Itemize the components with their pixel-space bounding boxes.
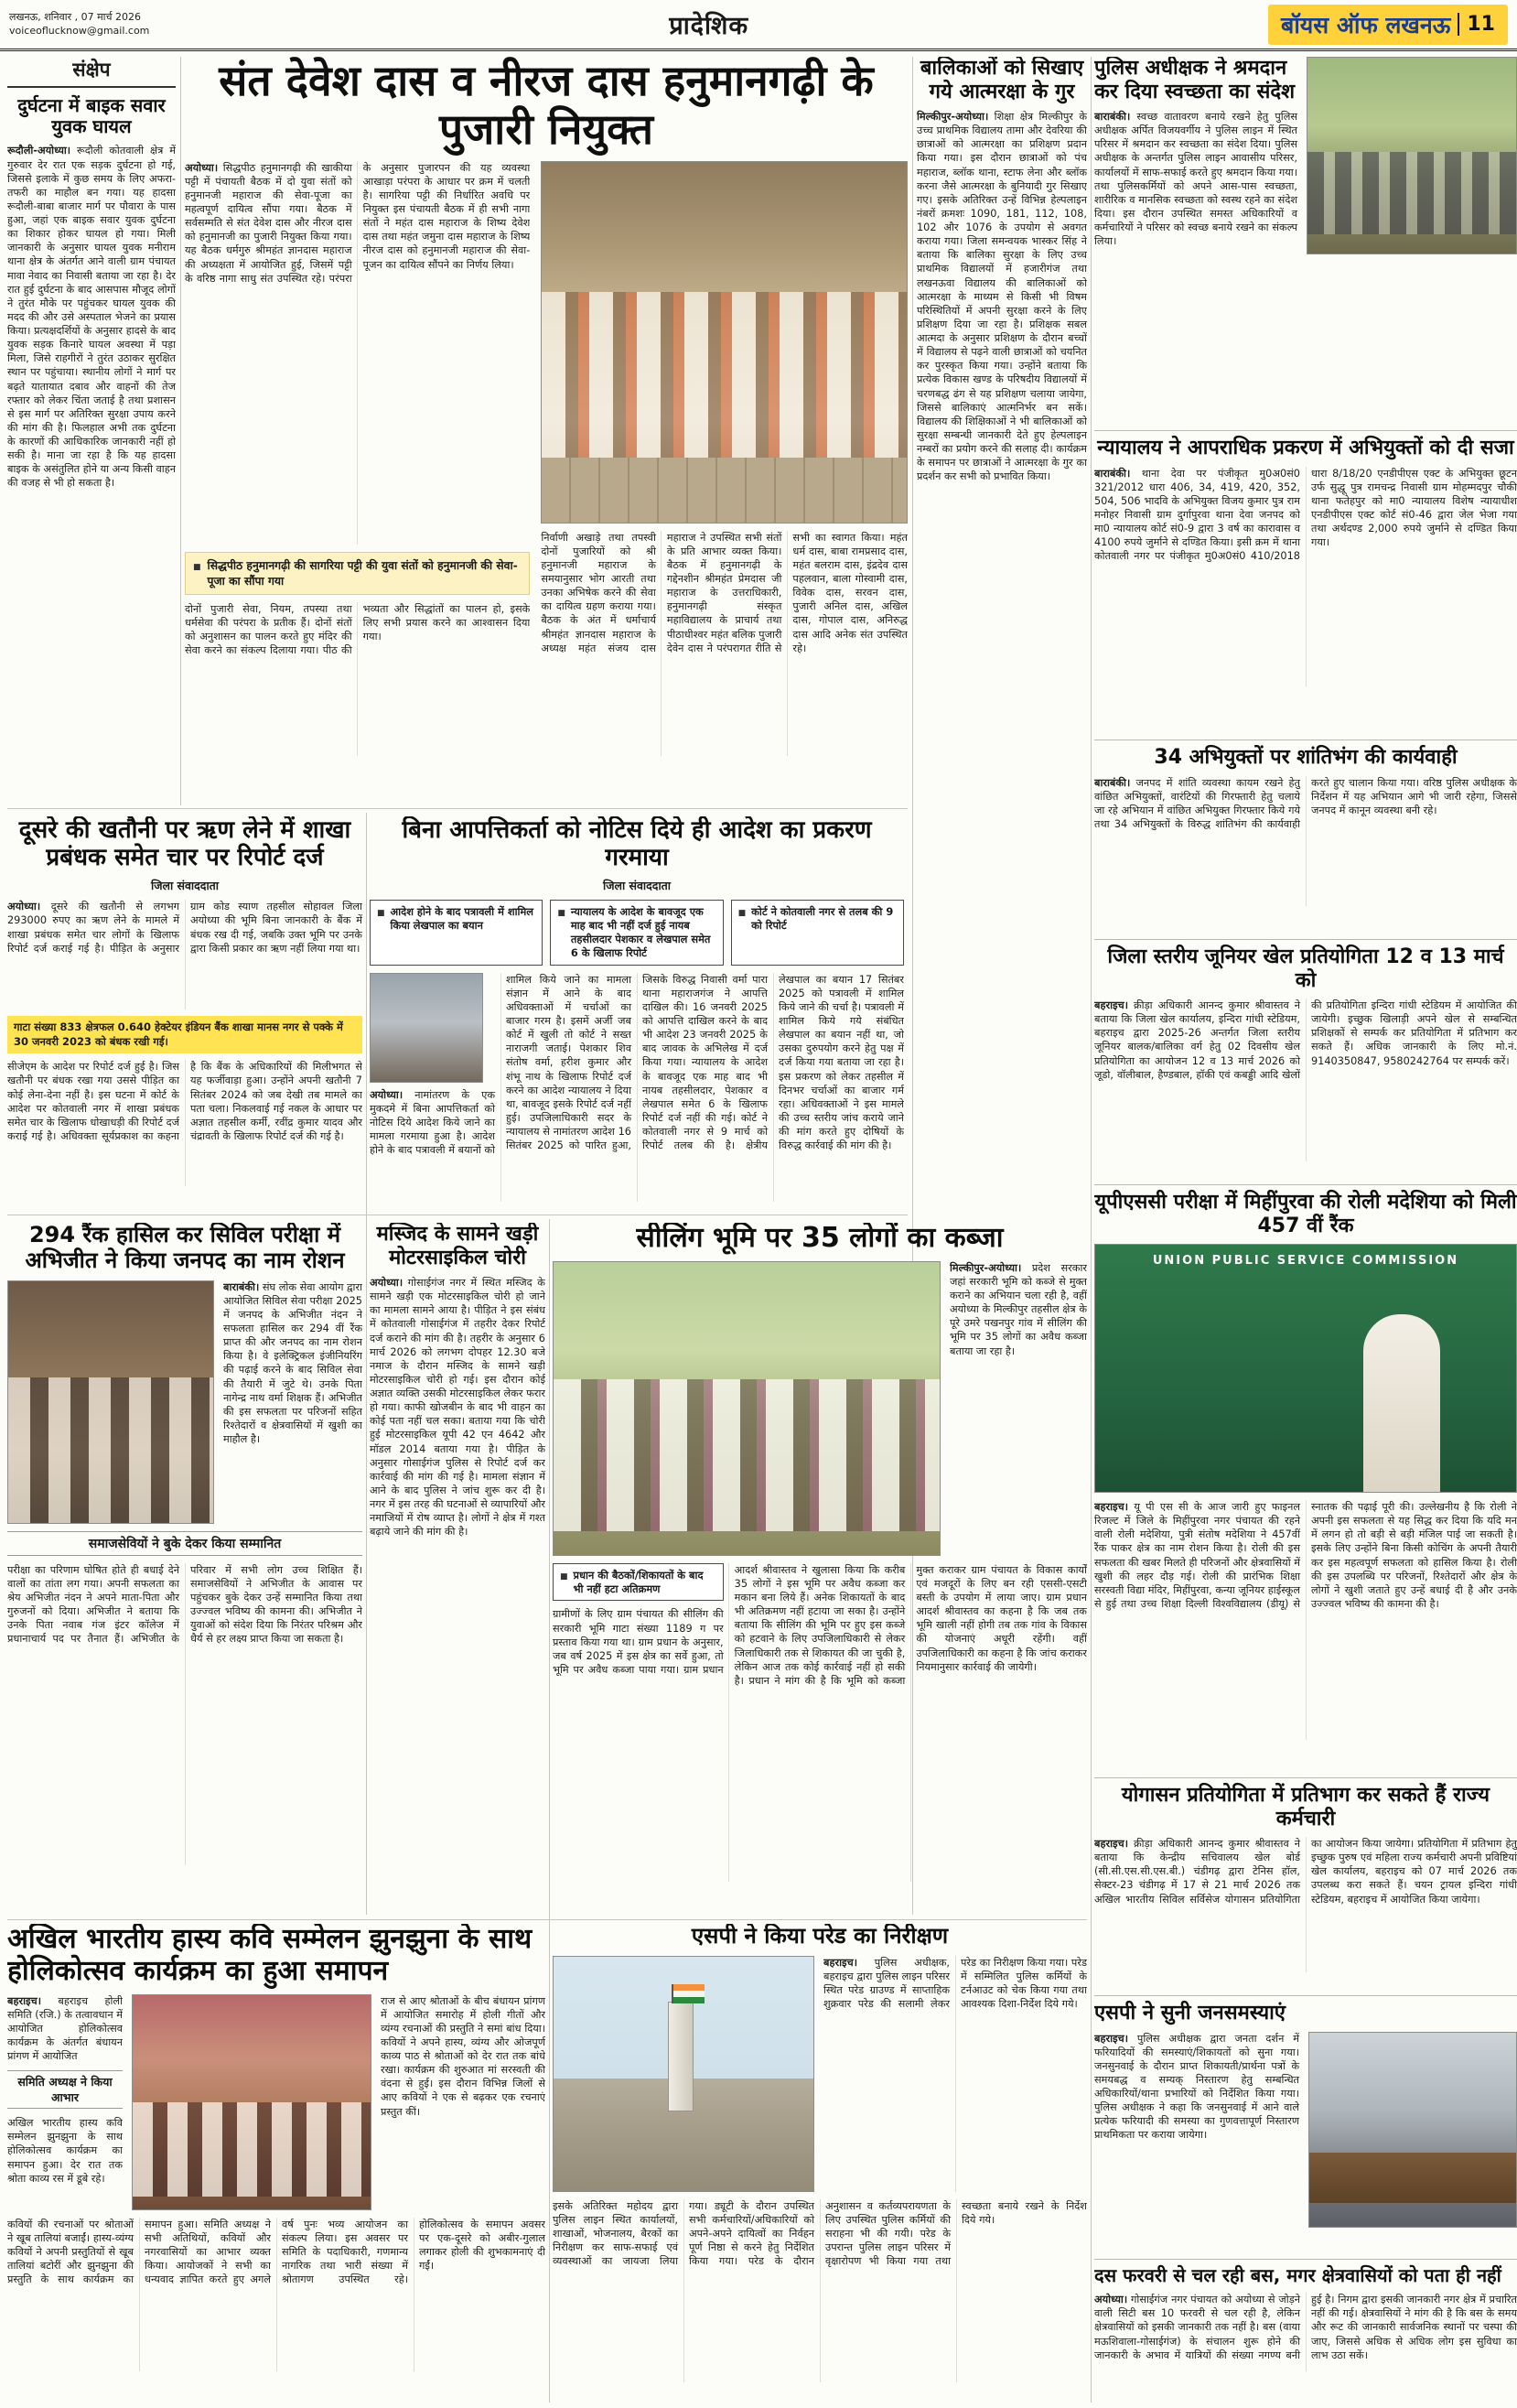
article-shramdan — [1094, 57, 1517, 425]
abhijeet-subhead: समाजसेवियों ने बुके देकर किया सम्मानित — [7, 1531, 362, 1556]
article-kavi-sammelan — [7, 1924, 545, 2403]
edition-dateline: लखनऊ, शनिवार , 07 मार्च 2026 — [9, 10, 141, 23]
article-notice-case — [370, 816, 904, 1210]
byline: जिला संवाददाता — [602, 879, 672, 893]
photo-figures — [8, 1377, 213, 1522]
body-text: दूसरे की खतौनी से लगभग 293000 रुपए का ऋण लेने के मामले में शाखा प्रबंधक समेत चार लोगों के खिलाफ रिपोर्ट दर्ज कराई गई है। पीड़ित के अनुसार ग्राम कोड स्याण तहसील सोहावल जिला अयोध्या की भूमि बिना जानकारी के बैंक में बंधक रख दी गई, जबकि उक्त भूमि पर उनके द्वारा किसी प्रकार का ऋण नहीं लिया गया था। — [7, 901, 362, 955]
bullet-square-icon — [560, 1569, 568, 1585]
dateline: बहराइच। — [1094, 1838, 1128, 1851]
dateline: मिल्कीपुर-अयोध्या। — [950, 1261, 1022, 1274]
body-text: सिद्धपीठ हनुमानगढ़ी की खाकीया पट्टी में पंचायती बैठक में दो युवा संतों को हनुमानजी महाराज की सेवा-पूजा का महत्वपूर्ण दायित्व सौंपा गया। बैठक में सर्वसम्मति से संत देवेश दास और नीरज दास को हनुमानजी का पुजारी नियुक्त किया गया। यह बैठक धर्मगुरु श्रीमहंत ज्ञानदास महाराज की अध्यक्षता में आयोजित हुई, जिसमें पट्टी के वरिष्ठ नागा साधु संत उपस्थित रहे। परंपरा के अनुसार पुजारपन की यह व्यवस्था आखाड़ा परंपरा के आधार पर क्रम में चलती है। सागरिया पट्टी की निर्धारित अवधि पर नियुक्त इस पंचायती बैठक में ही सभी नागा संतों ने महंत दास महाराज के शिष्य देवेश दास तथा महंत जमुना दास महाराज के शिष्य नीरज दास को हनुमानजी महाराज की सेवा-पूजन का दायित्व सौंपने का निर्णय लिया। — [185, 161, 531, 285]
dateline: अयोध्या। — [7, 901, 41, 913]
brief-headline: दुर्घटना में बाइक सवार युवक घायल — [17, 94, 166, 138]
shramdan-photo — [1307, 57, 1517, 254]
article-abhijeet — [7, 1223, 362, 1915]
abhijeet-headline: 294 रैंक हासिल कर सिविल परीक्षा में अभिजीत ने किया जनपद का नाम रोशन — [25, 1223, 345, 1273]
page-header — [0, 0, 1517, 51]
theft-headline: मस्जिद के सामने खड़ी मोटरसाइकिल चोरी — [376, 1223, 539, 1269]
bus-headline: दस फरवरी से चल रही बस, मगर क्षेत्रवासियों को पता ही नहीं — [1094, 2264, 1501, 2286]
body-text: ग्रामीणों के लिए ग्राम पंचायत की सीलिंग की सरकारी भूमि गाटा संख्या 1189 ग पर प्रस्ताव किया गया था। ग्राम प्रधान के अनुसार, जब वर्ष 2025 में इस क्षेत्र का सर्वे हुआ, तो भूमि पर अवैध कब्जा पाया गया। ग्राम प्रधान आदर्श श्रीवास्तव ने खुलासा किया कि करीब 35 लोगों ने इस भूमि पर अवैध कब्जा कर मकान बना लिये हैं। अनेक शिकायतों के बाद भी अतिक्रमण नहीं हटाया जा सका है। उन्होंने बताया कि सीलिंग की भूमि पर हुए इस कब्जे को हटवाने के लिए उपजिलाधिकारी से लेकर जिलाधिकारी तक से शिकायत की जा चुकी है, लेकिन आज तक कोई कार्रवाई नहीं हो सकी है। प्रधान ने मांग की है कि भूमि को कब्जा मुक्त कराकर ग्राम पंचायत के विकास कार्यों एवं मजदूरों के लिए बन रही एससी-एसटी बस्ती के उपयोग में लाया जाए। ग्राम प्रधान आदर्श श्रीवास्तव का कहना है कि जब तक भूमि खाली नहीं होगी तब तक गांव के विकास की योजनाएं अधूरी रहेंगी। वहीं उपजिलाधिकारी का कहना है कि जांच कराकर नियमानुसार कार्रवाई की जायेगी। — [553, 1563, 1087, 1687]
upsc-backdrop-text: UNION PUBLIC SERVICE COMMISSION — [1152, 1254, 1459, 1269]
dateline: बाराबंकी। — [1094, 467, 1131, 480]
shramdan-headline: पुलिस अधीक्षक ने श्रमदान कर दिया स्वच्छता का संदेश — [1094, 57, 1296, 103]
body-text: अखिल भारतीय हास्य कवि सम्मेलन झुनझुना के साथ होलिकोत्सव कार्यक्रम का समापन हुआ। देर रात तक श्रोता काव्य रस में डूबे रहे। — [7, 2117, 123, 2185]
main-subhead-text: सिद्धपीठ हनुमानगढ़ी की सागरिया पट्टी की युवा संतों को हनुमानजी की सेवा-पूजा का सौंपा गया — [207, 559, 518, 588]
body-text: कवियों की रचनाओं पर श्रोताओं ने खूब तालियां बजाईं। हास्य-व्यंग्य कवियों ने अपनी प्रस्तुतियों से खूब तालियां बटोरीं और झुनझुना की प्रस्तुति के साथ कार्यक्रम का समापन हुआ। समिति अध्यक्ष ने सभी अतिथियों, कवियों और नगरवासियों का आभार व्यक्त किया। आयोजकों ने सभी का धन्यवाद ज्ञापित करते हुए अगले वर्ष पुनः भव्य आयोजन का संकल्प लिया। इस अवसर पर समिति के पदाधिकारी, गणमान्य नागरिक तथा भारी संख्या में श्रोतागण उपस्थित रहे। होलिकोत्सव के समापन अवसर पर एक-दूसरे को अबीर-गुलाल लगाकर होली की शुभकामनाएं दी गईं। — [7, 2218, 545, 2286]
body-text: जनपद में शांति व्यवस्था कायम रखने हेतु वांछित अभियुक्तों, वारंटियों की गिरफ्तारी हेतु चलाये जा रहे अभियान में वांछित अभियुक्त गिरफ्तार किये गये तथा 34 अभियुक्तों के विरुद्ध शांतिभंग की कार्यवाही करते हुए चालान किया गया। वरिष्ठ पुलिस अधीक्षक के निर्देशन में यह अभियान आगे भी जारी रहेगा, जिससे जनपद में कानून व्यवस्था बनी रहे। — [1094, 776, 1517, 830]
divider — [1091, 57, 1092, 2403]
kavi-photo — [132, 1994, 371, 2210]
notice-article-photo — [370, 973, 483, 1083]
body-text: रूदौली कोतवाली क्षेत्र में गुरुवार देर रात एक सड़क दुर्घटना हो गई, जिससे इलाके में कुछ समय के लिए अफरा-तफरी का माहौल बन गया। यह हादसा रूदौली-बाबा बाजार मार्ग पर पौवारा के पास हुआ, जहां एक बाइक सवार युवक दुर्घटना का शिकार होकर घायल हो गया। मिली जानकारी के अनुसार घायल युवक मनीराम थाना क्षेत्र के अंतर्गत आने वाली ग्राम पंचायत मावा नेवाद का निवासी बताया जा रहा है। देर रात हुई दुर्घटना के बाद आसपास मौजूद लोगों ने तुरंत मौके पर पहुंचकर घायल युवक की मदद की और उसे अस्पताल भेजने का प्रयास किया। प्रत्यक्षदर्शियों के अनुसार हादसे के बाद युवक सड़क किनारे घायल अवस्था में पड़ा मिला, जिसे राहगीरों ने तुरंत उठाकर सुरक्षित स्थान पर पहुंचाया। स्थानीय लोगों ने मार्ग पर बढ़ते यातायात दबाव और वाहनों की तेज रफ्तार को लेकर चिंता जताई है तथा प्रशासन से इस मार्ग पर अतिरिक्त सुरक्षा उपाय करने की मांग की है। फिलहाल अभी तक दुर्घटना के कारणों की आधिकारिक जानकारी नहीं हो सकी है। माना जा रहा है कि यह हादसा बाइक के असंतुलित होने या अन्य किसी वाहन की वजह से भी हो सकता है। — [7, 145, 176, 490]
peace-headline: 34 अभियुक्तों पर शांतिभंग की कार्यवाही — [1154, 746, 1458, 769]
bullet-text: प्रधान की बैठकों/शिकायतों के बाद भी नहीं हटा अतिक्रमण — [573, 1568, 704, 1595]
article-ceiling-land — [553, 1223, 1087, 1915]
main-left-columns — [185, 161, 530, 756]
bullet-square-icon — [557, 905, 565, 922]
upsc-photo — [1094, 1244, 1517, 1493]
body-text: नामांतरण के एक मुकदमे में बिना आपत्तिकर्ता को नोटिस दिये आदेश किये जाने का मामला गरमाया हुआ है। आदेश होने के बाद पत्रावली में बयानों को शामिल किये जाने का मामला संज्ञान में आने के बाद अधिवक्ताओं में चर्चाओं का बाजार गरम है। इसमें अर्जी जब कोर्ट में खुली तो कोर्ट ने सख्त नाराजगी जताई। पेशकार शिव संतोष वर्मा, हरीश कुमार और शंभू नाथ के खिलाफ रिपोर्ट दर्ज करने का आदेश न्यायालय ने दिया था, बावजूद इसके रिपोर्ट दर्ज नहीं हुई। उपजिलाधिकारी सदर के न्यायालय से नामांतरण आदेश 16 सितंबर 2025 को पारित हुआ, जिसके विरुद्ध निवासी वर्मा पारा थाना महाराजगंज ने आपत्ति दाखिल की। 16 जनवरी 2025 को आपत्ति दाखिल करने के बाद भी आदेश 23 जनवरी 2025 के बाद जावक के अभिलेख में दर्ज किया गया। न्यायालय के आदेश के बावजूद एक माह बाद भी नायब तहसीलदार, पेशकार व लेखपाल समेत 6 के खिलाफ रिपोर्ट दर्ज नहीं की गई। कोर्ट ने कोतवाली नगर से 9 मार्च को रिपोर्ट तलब की है। क्षेत्रीय लेखपाल का बयान 17 सितंबर 2025 को पत्रावली में शामिल किये जाने की चर्चा है। पत्रावली में शामिल किये गये संबंधित लेखपाल का बयान नहीं था, जो उसका दुरुपयोग करने हेतु पक्ष में दर्ज किया गया बताया जा रहा है। इस प्रकरण को लेकर तहसील में दिनभर चर्चाओं का बाजार गर्म रहा। अधिवक्ताओं ने इस मामले की उच्च स्तरीय जांच कराये जाने की मांग करते हुए दोषियों के विरुद्ध कार्रवाई की मांग की है। — [370, 973, 904, 1157]
loan-headline: दूसरे की खतौनी पर ऋण लेने में शाखा प्रबंधक समेत चार पर रिपोर्ट दर्ज — [18, 816, 351, 872]
memorial-pillar — [668, 2002, 694, 2111]
article-jansunwai — [1094, 1995, 1517, 2251]
dateline: अयोध्या। — [370, 1277, 403, 1290]
parade-photo — [553, 1956, 814, 2192]
ceiling-bullet — [553, 1563, 724, 1602]
photo-figure — [1363, 1314, 1440, 1492]
dateline: अयोध्या। — [370, 1088, 403, 1101]
body-text: पुलिस अधीक्षक द्वारा जनता दर्शन में फरियादियों की समस्याएं/शिकायतों को सुना गया। जनसुनवाई के दौरान प्राप्त शिकायती/प्रार्थना पत्रों के समयबद्ध व सम्यक् निस्तारण हेतु सम्बन्धित अधिकारियों/थाना प्रभारियों को निर्देशित किया गया। पुलिस अधीक्षक ने कहा कि जनसुनवाई में आने वाले प्रत्येक फरियादी की समस्या का गुणवत्तापूर्ण निस्तारण प्राथमिकता पर कराया जायेगा। — [1094, 2032, 1299, 2142]
article-junior-sports — [1094, 939, 1517, 1177]
page-number: 11 — [1458, 13, 1495, 36]
dateline: रूदौली-अयोध्या। — [7, 145, 71, 157]
divider — [549, 1219, 550, 2403]
article-bike-theft — [370, 1223, 545, 1915]
body-text: स्वच्छ वातावरण बनाये रखने हेतु पुलिस अधीक्षक अर्पित विजयवर्गीय ने पुलिस लाइन में स्थित परिसर में श्रमदान कर स्वच्छता का संदेश दिया। पुलिस अधीक्षक के अन्तर्गत पुलिस लाइन आवासीय परिसर, कार्यालयों में साफ-सफाई करते हुए श्रमदान किया गया। तथा पुलिसकर्मियों को अपने आस-पास स्वच्छता, शारीरिक व मानसिक स्वच्छता को स्वस्थ रहने का संदेश दिया। इस दौरान उपस्थित समस्त अधिकारियों व कर्मचारियों ने परिसर को स्वच्छ बनाये रखने का संकल्प लिया। — [1094, 111, 1297, 248]
brief-section-label: संक्षेप — [7, 57, 176, 88]
body-text: गोसाईगंज नगर पंचायत को अयोध्या से जोड़ने वाली सिटी बस 10 फरवरी से चल रही है, लेकिन क्षेत्रवासियों को इसकी जानकारी तक नहीं है। बस (वाया मऊशिवाला-गोसाईगंज) के संचालन शुरू होने की जानकारी के अभाव में यात्रियों की संख्या नगण्य बनी हुई है। निगम द्वारा इसकी जानकारी नगर क्षेत्र में प्रचारित नहीं की गई। क्षेत्रवासियों ने मांग की है कि बस के समय और रूट की जानकारी सार्वजनिक स्थानों पर चस्पा की जाए, जिससे अधिक से अधिक लोग इस सुविधा का लाभ उठा सकें। — [1094, 2294, 1517, 2361]
defense-headline: बालिकाओं को सिखाए गये आत्मरक्षा के गुर — [920, 57, 1084, 103]
body-text: दोनों पुजारी सेवा, नियम, तपस्या तथा धर्मसेवा की परंपरा के प्रतीक हैं। दोनों संतों को अनुशासन का पालन करते हुए मंदिर की सेवा करने का संकल्प दिलाया गया। पीठ की भव्यता और सिद्धांतों का पालन हो, इसके लिए सभी प्रयास करने का आश्वासन दिया गया। — [185, 602, 531, 657]
body-text: यू पी एस सी के आज जारी हुए फाइनल रिजल्ट में जिले के मिहींपुरवा नगर पंचायत की रहने वाली रोली मदेशिया, पुत्री संतोष मदेशिया ने 457वीं रैंक पाकर क्षेत्र का नाम रोशन किया है। रोली की इस सफलता की खबर मिलते ही परिजनों और क्षेत्रवासियों में खुशी की लहर दौड़ गई। रोली की प्रारंभिक शिक्षा सरस्वती विद्या मंदिर, मिहींपुरवा, कन्या जूनियर हाईस्कूल से हुई तथा उच्च शिक्षा दिल्ली विश्वविद्यालय (डीयू) से स्नातक की पढ़ाई पूरी की। उल्लेखनीय है कि रोली ने अपनी इस सफलता से यह सिद्ध कर दिया कि यदि मन में लगन हो तो बड़ी से बड़ी मंजिल पाई जा सकती है। इसके लिए उन्होंने बिना किसी कोचिंग के अपनी तैयारी कर इस महत्वपूर्ण सफलता को हासिल किया है। रोली की इस उपलब्धि पर परिजनों, रिश्तेदारों और क्षेत्र के लोगों ने खुशी जताते हुए उन्हें बधाई दी है और उनके उज्ज्वल भविष्य की कामना की है। — [1094, 1501, 1517, 1610]
jansunwai-photo — [1308, 2032, 1517, 2228]
article-self-defense — [917, 57, 1087, 805]
dateline: अयोध्या। — [185, 161, 219, 174]
dateline: मिल्कीपुर-अयोध्या। — [917, 111, 989, 124]
body-text: बहराइच होली समिति (रजि.) के तत्वावधान में आयोजित होलिकोत्सव कार्यक्रम के अंतर्गत बंधायन प्रांगण में आयोजित — [7, 1994, 123, 2063]
bullet-square-icon — [377, 905, 385, 922]
body-text: सीजेएम के आदेश पर रिपोर्ट दर्ज हुई है। जिस खतौनी पर बंधक रखा गया उससे पीड़ित का कोई लेना-देना नहीं है। इस घटना में कोर्ट के आदेश पर कोतवाली नगर में शाखा प्रबंधक समेत चार के खिलाफ धोखाधड़ी की रिपोर्ट दर्ज कराई गई है। अधिवक्ता सूर्यप्रकाश का कहना है कि बैंक के अधिकारियों की मिलीभगत से यह फर्जीवाड़ा हुआ। उन्होंने अपनी खतौनी 7 सितंबर 2024 को जब देखी तब मामले का पता चला। निकलवाई गई नकल के आधार पर अज्ञात तहसील कर्मी, रवींद्र कुमार यादव और चंद्रावती के खिलाफ रिपोर्ट दर्ज की गई है। — [7, 1061, 362, 1142]
byline: जिला संवाददाता — [150, 879, 220, 893]
jansunwai-headline: एसपी ने सुनी जनसमस्याएं — [1094, 2002, 1286, 2025]
notice-bullet-1 — [370, 900, 543, 965]
abhijeet-photo — [7, 1280, 214, 1524]
divider — [366, 813, 367, 1915]
divider — [180, 57, 181, 805]
dateline: बाराबंकी। — [1094, 111, 1131, 124]
indian-flag — [672, 1984, 705, 2003]
divider — [7, 1919, 1087, 1920]
article-yoga — [1094, 1777, 1517, 1988]
dateline: बाराबंकी। — [1094, 776, 1131, 789]
article-court — [1094, 430, 1517, 732]
photo-figures — [554, 1379, 940, 1531]
dateline: बहराइच। — [1094, 2032, 1128, 2045]
loan-highlight: गाटा संख्या 833 क्षेत्रफल 0.640 हेक्टेयर इंडियन बैंक शाखा मानस नगर से पक्के में 30 जनवरी 2023 को बंधक रखी गई। — [7, 1016, 362, 1053]
bullet-text: आदेश होने के बाद पत्रावली में शामिल किया लेखपाल का बयान — [390, 905, 534, 933]
notice-bullet-2 — [550, 900, 723, 965]
main-right-columns — [541, 161, 908, 756]
dateline: बहराइच। — [7, 1994, 41, 2007]
article-peace — [1094, 740, 1517, 932]
upsc-headline: यूपीएससी परीक्षा में मिहींपुरवा की रोली मदेशिया को मिली 457 वीं रैंक — [1094, 1191, 1517, 1237]
ceiling-headline: सीलिंग भूमि पर 35 लोगों का कब्जा — [636, 1223, 1004, 1254]
photo-desk — [1309, 2153, 1516, 2203]
photo-figures — [133, 2102, 371, 2197]
brand-strip — [1268, 5, 1508, 45]
article-loan-fraud — [7, 816, 362, 1210]
dateline: बहराइच। — [823, 1956, 857, 1969]
body-text: क्रीड़ा अधिकारी आनन्द कुमार श्रीवास्तव ने बताया कि केन्द्रीय सचिवालय खेल बोर्ड (सी.सी.एस.सी.एस.बी.) चंडीगढ़ द्वारा टेनिस हॉल, सेक्टर-23 चंडीगढ़ में 17 से 21 मार्च 2026 तक अखिल भारतीय सिविल सर्विसेज योगासन प्रतियोगिता का आयोजन किया जायेगा। प्रतियोगिता में प्रतिभाग हेतु इच्छुक पुरुष एवं महिला राज्य कर्मचारी अपनी प्रविष्टियां खेल कार्यालय, बहराइच को 07 मार्च 2026 तक उपलब्ध करा सकते हैं। चयन ट्रायल इन्दिरा गांधी स्टेडियम, बहराइच में आयोजित किया जायेगा। — [1094, 1838, 1517, 1906]
bullet-text: कोर्ट ने कोतवाली नगर से तलब की 9 को रिपोर्ट — [751, 905, 894, 933]
photo-figures — [1307, 152, 1516, 234]
main-article-photo — [541, 161, 908, 524]
kavi-subhead: समिति अध्यक्ष ने किया आभार — [7, 2070, 123, 2109]
article-parade — [553, 1924, 1087, 2403]
masthead-left — [9, 11, 149, 38]
article-upsc — [1094, 1184, 1517, 1770]
section-title: प्रादेशिक — [669, 12, 749, 40]
sports-headline: जिला स्तरीय जूनियर खेल प्रतियोगिता 12 व 13 मार्च को — [1107, 945, 1504, 992]
body-text: निर्वाणी अखाड़े तथा तपस्वी दोनों पुजारियों को श्री हनुमानजी महाराज के समयानुसार भोग आरती तथा उनका अभिषेक करने की सेवा का दायित्व ग्रहण कराया गया। बैठक के अंत में धर्माचार्य श्रीमहंत ज्ञानदास महाराज के अध्यक्ष महंत संजय दास महाराज ने उपस्थित सभी संतों के प्रति आभार व्यक्त किया। बैठक में हनुमानगढ़ी के गद्देनशीन श्रीमहंत प्रेमदास जी महाराज के उत्तराधिकारी, हनुमानगढ़ी संस्कृत महाविद्यालय के प्राचार्य तथा पीठाधीश्वर महंत बलिक पुजारी देवेन दास ने परंपरागत रीति से सभी का स्वागत किया। महंत धर्म दास, बाबा रामप्रसाद दास, महंत बलराम दास, इंद्रदेव दास पहलवान, बाला गोस्वामी दास, विवेक दास, सरवन दास, पुजारी अनिल दास, अखिल दास, गोपाल दास, अनिरुद्ध दास आदि अनेक संत उपस्थित रहे। — [541, 531, 908, 654]
yoga-headline: योगासन प्रतियोगिता में प्रतिभाग कर सकते हैं राज्य कर्मचारी — [1121, 1784, 1490, 1830]
body-text: राज से आए श्रोताओं के बीच बंधायन प्रांगण में आयोजित समारोह में होली गीतों और व्यंग्य रचनाओं की प्रस्तुति ने समां बांध दिया। कवियों ने अपने हास्य, व्यंग्य और ओजपूर्ण काव्य पाठ से श्रोताओं को देर रात तक बांधे रखा। कार्यक्रम की शुरुआत मां सरस्वती की वंदना से हुई। इस दौरान विभिन्न जिलों से आए कवियों ने एक से बढ़कर एक रचनाएं प्रस्तुत कीं। — [381, 1994, 545, 2118]
article-brief — [7, 57, 176, 805]
notice-bullet-3 — [731, 900, 904, 965]
notice-bullets — [370, 900, 904, 965]
body-text: इसके अतिरिक्त महोदय द्वारा पुलिस लाइन स्थित कार्यालयों, शाखाओं, भोजनालय, बैरकों का निरीक्षण कर साफ-सफाई एवं व्यवस्थाओं का जायजा लिया गया। ड्यूटी के दौरान उपस्थित सभी कर्मचारियों/अधिकारियों को अपने-अपने दायित्वों का निर्वहन पूर्ण निष्ठा से करने हेतु निर्देशित किया गया। परेड के दौरान अनुशासन व कर्तव्यपरायणता के लिए उपस्थित पुलिस कर्मियों की सराहना भी की गयी। परेड के उपरान्त पुलिस लाइन परिसर में वृक्षारोपण भी किया गया तथा स्वच्छता बनाये रखने के निर्देश दिये गये। — [553, 2199, 1087, 2268]
dateline: बहराइच। — [1094, 999, 1128, 1012]
body-text: संघ लोक सेवा आयोग द्वारा आयोजित सिविल सेवा परीक्षा 2025 में जनपद के अभिजीत नंदन ने सफलता हासिल कर 294 वीं रैंक प्राप्त की और जनपद का नाम रोशन किया है। वे इलेक्ट्रिकल इंजीनियरिंग की पढ़ाई करने के बाद सिविल सेवा की तैयारी में जुटे थे। उनके पिता नागेन्द्र नाथ वर्मा शिक्षक हैं। अभिजीत की इस सफलता पर परिजनों सहित रिश्तेदारों व क्षेत्रवासियों में खुशी का माहौल है। — [223, 1280, 362, 1446]
brand-name: बॉयस ऑफ लखनऊ — [1281, 11, 1451, 38]
kavi-headline: अखिल भारतीय हास्य कवि सम्मेलन झुनझुना के साथ होलिकोत्सव कार्यक्रम का हुआ समापन — [7, 1924, 533, 1987]
dateline: अयोध्या। — [1094, 2294, 1128, 2306]
main-subhead-box — [185, 552, 530, 594]
main-headline: संत देवेश दास व नीरज दास हनुमानगढ़ी के पुजारी नियुक्त — [219, 57, 874, 155]
ceiling-photo — [553, 1261, 941, 1556]
dateline: बहराइच। — [1094, 1501, 1128, 1514]
photo-figures — [542, 292, 907, 458]
article-main — [185, 57, 908, 805]
article-bus — [1094, 2259, 1517, 2403]
bullet-text: न्यायालय के आदेश के बावजूद एक माह बाद भी नहीं दर्ज हुई नायब तहसीलदार पेशकार व लेखपाल समेत 6 के खिलाफ रिपोर्ट — [570, 905, 711, 959]
divider — [7, 808, 908, 809]
bullet-square-icon — [193, 558, 201, 576]
parade-headline: एसपी ने किया परेड का निरीक्षण — [691, 1924, 949, 1949]
photo-floor — [542, 458, 907, 523]
body-text: क्रीड़ा अधिकारी आनन्द कुमार श्रीवास्तव ने बताया कि जिला खेल कार्यालय, इन्दिरा गांधी स्टेडियम, बहराइच द्वारा 2025-26 अन्तर्गत जिला स्तरीय जूनियर बालक/बालिका वर्ग हेतु 02 दिवसीय खेल प्रतियोगिता का आयोजन 12 व 13 मार्च 2026 को जूडो, वॉलीबाल, हैण्डबाल, हॉकी एवं कबड्डी आदि खेलों की प्रतियोगिता इन्दिरा गांधी स्टेडियम में आयोजित की जायेगी। इच्छुक खिलाड़ी अपने खेल से सम्बन्धित प्रशिक्षकों से सम्पर्क कर प्रतियोगिता में प्रतिभाग कर सकते हैं। अधिक जानकारी के लिए मो.नं. 9140350847, 9580242764 पर सम्पर्क करें। — [1094, 999, 1517, 1081]
dateline: बाराबंकी। — [223, 1280, 260, 1293]
body-text: परीक्षा का परिणाम घोषित होते ही बधाई देने वालों का तांता लग गया। अपनी सफलता का श्रेय अभिजीत नंदन ने अपने माता-पिता और गुरुजनों को दिया। अभिजीत ने बताया कि उनके पिता नवाब गंज इंटर कॉलेज में प्रधानाचार्य पद पर तैनात हैं। अभिजीत के परिवार में सभी लोग उच्च शिक्षित हैं। समाजसेवियों ने अभिजीत के आवास पर पहुंचकर बुके देकर उन्हें सम्मानित किया तथा उज्ज्वल भविष्य की कामना की। अभिजीत ने युवाओं को संदेश दिया कि निरंतर परिश्रम और धैर्य से हर लक्ष्य प्राप्त किया जा सकता है। — [7, 1563, 362, 1646]
contact-email: voiceoflucknow@gmail.com — [9, 24, 150, 37]
bullet-square-icon — [738, 905, 747, 922]
body-text: गोसाईगंज नगर में स्थित मस्जिद के सामने खड़ी एक मोटरसाइकिल चोरी हो जाने का मामला सामने आया है। पीड़ित ने इस संबंध में कोतवाली गोसाईगंज में तहरीर देकर रिपोर्ट दर्ज कराने की मांग की है। तहरीर के अनुसार 6 मार्च 2026 को लगभग दोपहर 12.30 बजे नमाज के दौरान मस्जिद के सामने खड़ी मोटरसाइकिल चोरी हो गई। इस दौरान कोई अज्ञात व्यक्ति उसकी मोटरसाइकिल लेकर फरार हो गया। काफी खोजबीन के बाद भी वाहन का कोई पता नहीं चल सका। बताया गया कि चोरी हुई मोटरसाइकिल यूपी 42 एन 4642 और मॉडल 2014 बताया गया है। पीड़ित के अनुसार गोसाईगंज पुलिस से रिपोर्ट दर्ज कर कार्रवाई की मांग की गई है। मामला संज्ञान में आने के बाद पुलिस ने जांच शुरू कर दी है। नगर में इस तरह की घटनाओं से व्यापारियों और नमाजियों में रोष व्याप्त है। लोगों ने क्षेत्र में गश्त बढ़ाये जाने की मांग की है। — [370, 1277, 545, 1539]
body-text: पुलिस अधीक्षक, बहराइच द्वारा पुलिस लाइन परिसर स्थित परेड ग्राउण्ड में साप्ताहिक शुक्रवार परेड की सलामी लेकर परेड का निरीक्षण किया गया। परेड में सम्मिलित पुलिस कर्मियों के टर्नआउट को चेक किया गया तथा आवश्यक दिशा-निर्देश दिये गये। — [823, 1956, 1087, 2011]
body-text: प्रदेश सरकार जहां सरकारी भूमि को कब्जे से मुक्त कराने का अभियान चला रही है, वहीं अयोध्या के मिल्कीपुर तहसील क्षेत्र के पूरे उमरे पखनपुर गांव में सीलिंग की भूमि पर 35 लोगों का अवैध कब्जा बताया जा रहा है। — [950, 1261, 1087, 1357]
body-text: शिक्षा क्षेत्र मिल्कीपुर के उच्च प्राथमिक विद्यालय तामा और देवरिया की छात्राओं को आत्मरक्षा का प्रशिक्षण प्रदान किया गया। इस दौरान छात्राओं को पंच महाराज, ब्लॉक थाना, स्टाफ लेना और ब्लॉक करना जैसे आत्मरक्षा के बुनियादी गुर सिखाए गए। इसके अतिरिक्त उन्हें विभिन्न हेल्पलाइन नंबरों क्रमशः 1090, 181, 112, 108, 102 और 1076 के उपयोग से अवगत कराया गया। जिला समन्वयक भास्कर सिंह ने बताया कि बालिका सुरक्षा के लिए उच्च प्राथमिक विद्यालयों में हजारीगंज तथा लखनऊवा विद्यालय की बालिकाओं को आत्मरक्षा के माध्यम से किसी भी विषम परिस्थितियों में अपनी सुरक्षा करने के लिए प्रशिक्षण दिया जा रहा है। प्रशिक्षक सबल आत्मदा के अनुसार प्रशिक्षण के दौरान बच्चों में विद्यालय से पढ़ने वाली छात्राओं को चयनित कर पुरस्कृत किया गया। उन्होंने बताया कि प्रत्येक विकास खण्ड के परिषदीय विद्यालयों में चरणबद्ध ढंग से यह प्रशिक्षण चलाया जायेगा, जिससे बालिकाएं आत्मनिर्भर बन सकें। विद्यालय की शिक्षिकाओं ने भी बालिकाओं को सुरक्षा सम्बन्धी जानकारी देते हुए हेल्पलाइन नम्बरों का प्रयोग करने की सलाह दी। कार्यक्रम के समापन पर छात्राओं ने आत्मरक्षा के गुर का प्रदर्शन कर सभी को प्रभावित किया। — [917, 111, 1087, 483]
body-text: थाना देवा पर पंजीकृत मु0अ0सं0 321/2012 धारा 406, 34, 419, 420, 352, 504, 506 भादवि के अभियुक्त विजय कुमार पुत्र राम मनोहर निवासी ग्राम दुर्गापुरवा थाना देवा जनपद को मा0 न्यायालय कोर्ट सं0-9 द्वारा 3 वर्ष का कारावास व 4100 रुपये जुर्माने से दण्डित किया। इसी क्रम में थाना कोतवाली नगर पर पंजीकृत मु0अ0सं0 410/2018 धारा 8/18/20 एनडीपीएस एक्ट के अभियुक्त छूटन उर्फ सुद्धू पुत्र रामचन्द्र निवासी ग्राम मोहम्मदपुर चौकी थाना फतेहपुर को मा0 न्यायालय विशेष न्यायाधीश एनडीपीएस एक्ट कोर्ट सं0-46 द्वारा जेल भेजा गया तथा अर्थदण्ड 2,000 रुपये जुर्माने से दण्डित किया गया। — [1094, 467, 1517, 563]
notice-headline: बिना आपत्तिकर्ता को नोटिस दिये ही आदेश का प्रकरण गरमाया — [402, 816, 872, 872]
court-headline: न्यायालय ने आपराधिक प्रकरण में अभियुक्तों को दी सजा — [1097, 437, 1514, 459]
